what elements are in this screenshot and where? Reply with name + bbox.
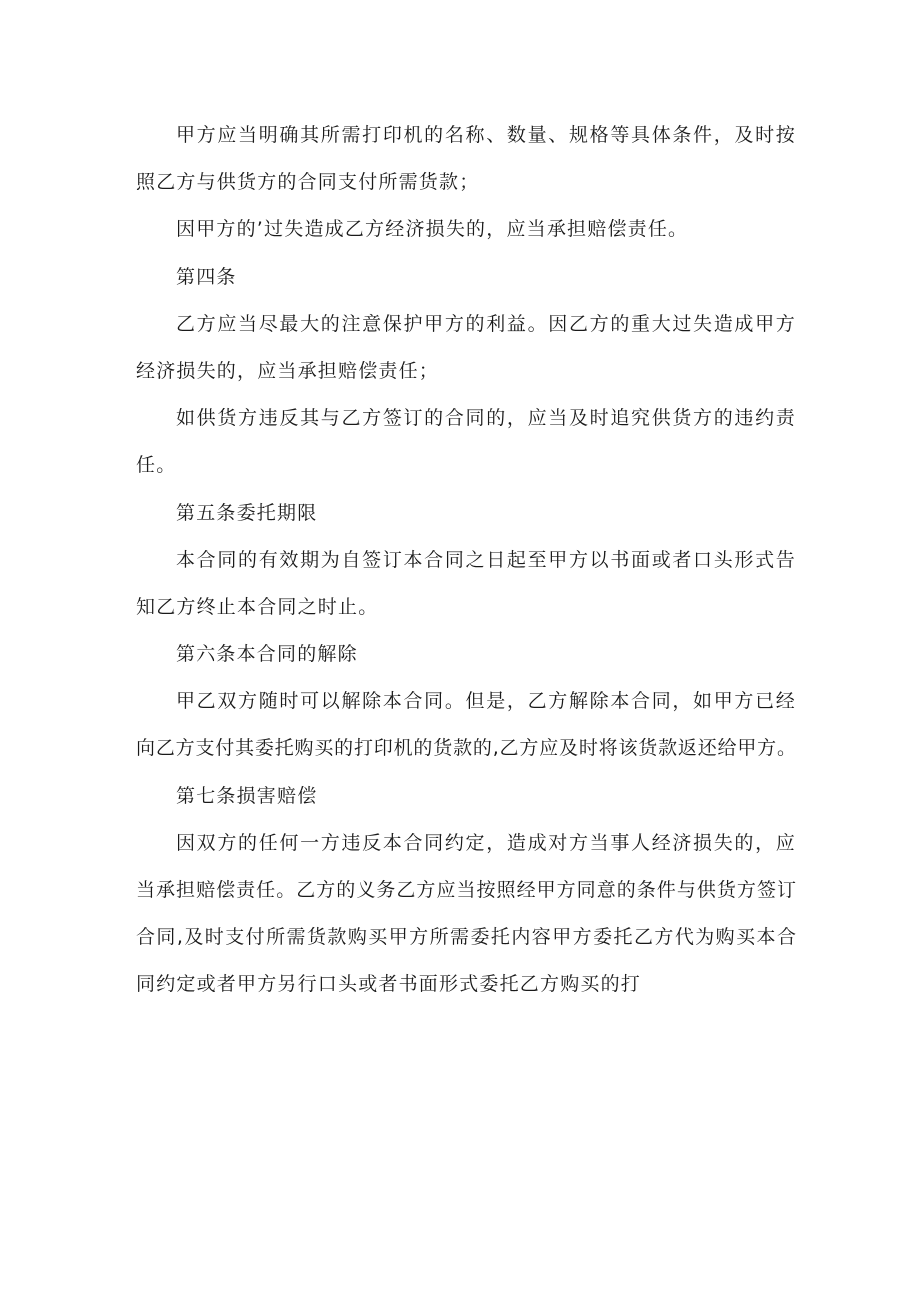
text-line: 乙方应当尽最大的注意保护甲方的利益。因乙方的重大过失造成甲方 bbox=[176, 312, 796, 335]
text-line: 甲乙双方随时可以解除本合同。但是，乙方解除本合同，如甲方已经 bbox=[176, 690, 796, 713]
section-heading: 第六条本合同的解除 bbox=[176, 643, 358, 666]
text-line: 同约定或者甲方另行口头或者书面形式委托乙方购买的打 bbox=[136, 973, 642, 996]
text-line: 如供货方违反其与乙方签订的合同的，应当及时追究供货方的违约责 bbox=[176, 407, 796, 430]
text-line: 经济损失的，应当承担赔偿责任； bbox=[136, 359, 440, 382]
text-line: 当承担赔偿责任。乙方的义务乙方应当按照经甲方同意的条件与供货方签订 bbox=[136, 879, 796, 901]
document-body bbox=[136, 112, 796, 1009]
section-heading: 第五条委托期限 bbox=[176, 501, 318, 524]
text-line: 本合同的有效期为自签订本合同之日起至甲方以书面或者口头形式告 bbox=[176, 548, 796, 571]
text-line: 甲方应当明确其所需打印机的名称、数量、规格等具体条件，及时按 bbox=[176, 124, 796, 146]
section-heading: 第七条损害赔偿 bbox=[176, 784, 318, 807]
text-line: 知乙方终止本合同之时止。 bbox=[136, 595, 379, 618]
text-line: 任。 bbox=[136, 454, 177, 477]
text-line: 因双方的任何一方违反本合同约定，造成对方当事人经济损失的，应 bbox=[176, 831, 796, 854]
text-line: 照乙方与供货方的合同支付所需货款； bbox=[136, 171, 480, 194]
section-heading: 第四条 bbox=[176, 265, 237, 288]
text-line: 向乙方支付其委托购买的打印机的货款的,乙方应及时将该货款返还给甲方。 bbox=[136, 737, 796, 760]
text-line: 合同,及时支付所需货款购买甲方所需委托内容甲方委托乙方代为购买本合 bbox=[136, 926, 796, 949]
text-line: 因甲方的’过失造成乙方经济损失的，应当承担赔偿责任。 bbox=[176, 218, 689, 241]
